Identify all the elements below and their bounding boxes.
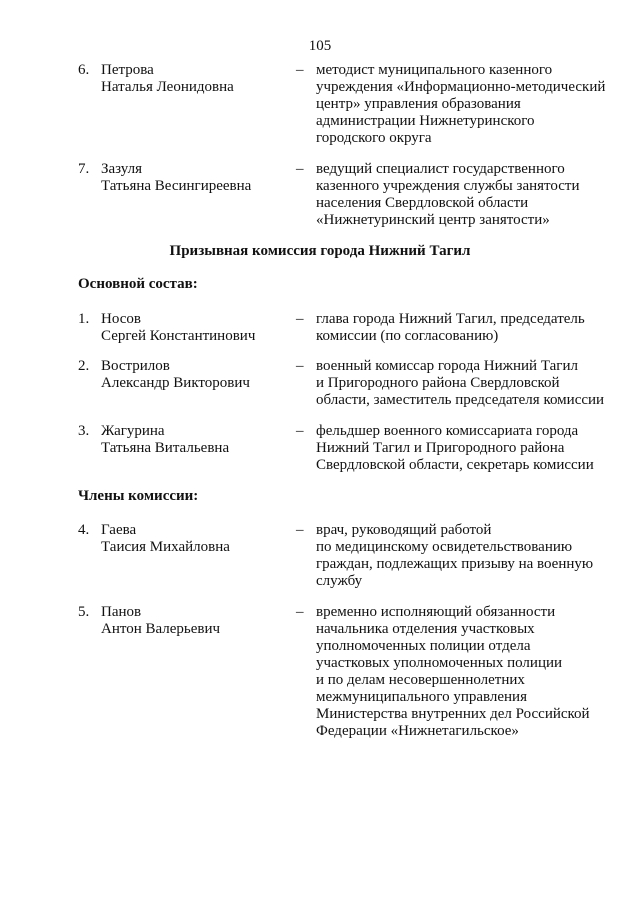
description-line: комиссии (по согласованию) (316, 328, 499, 344)
description-line: временно исполняющий обязанности (316, 604, 556, 620)
person-name (101, 604, 281, 638)
description-line: по медицинскому освидетельствованию (316, 539, 573, 555)
separator-dash: – (296, 358, 304, 374)
person-name (101, 62, 281, 96)
section-title: Призывная комиссия города Нижний Тагил (169, 243, 471, 259)
given-names: Татьяна Весингиреевна (101, 178, 252, 194)
description-line: глава города Нижний Тагил, председатель (316, 311, 585, 327)
position-description (316, 522, 616, 590)
surname: Зазуля (101, 161, 143, 177)
item-number: 2. (78, 358, 90, 374)
description-line: начальника отделения участковых (316, 621, 535, 637)
person-name (101, 423, 281, 457)
separator-dash: – (296, 161, 304, 177)
item-number: 1. (78, 311, 90, 327)
description-line: граждан, подлежащих призыву на военную (316, 556, 594, 572)
page-number: 105 (308, 38, 332, 54)
description-line: «Нижнетуринский центр занятости» (316, 212, 550, 228)
separator-dash: – (296, 522, 304, 538)
description-line: Федерации «Нижнетагильское» (316, 723, 519, 739)
description-line: Министерства внутренних дел Российской (316, 706, 590, 722)
description-line: Нижний Тагил и Пригородного района (316, 440, 565, 456)
position-description (316, 311, 616, 345)
item-number: 3. (78, 423, 90, 439)
description-line: военный комиссар города Нижний Тагил (316, 358, 578, 374)
description-line: области, заместитель председателя комиссии (316, 392, 605, 408)
separator-dash: – (296, 311, 304, 327)
position-description (316, 161, 616, 229)
given-names: Наталья Леонидовна (101, 79, 234, 95)
description-line: участковых уполномоченных полиции (316, 655, 563, 671)
description-line: администрации Нижнетуринского (316, 113, 535, 129)
person-name (101, 311, 281, 345)
given-names: Антон Валерьевич (101, 621, 221, 637)
surname: Вострилов (101, 358, 170, 374)
description-line: службу (316, 573, 363, 589)
description-line: центр» управления образования (316, 96, 521, 112)
item-number: 7. (78, 161, 90, 177)
description-line: врач, руководящий работой (316, 522, 492, 538)
description-line: и Пригородного района Свердловской (316, 375, 560, 391)
description-line: фельдшер военного комиссариата города (316, 423, 579, 439)
members-title: Члены комиссии: (78, 488, 199, 504)
description-line: методист муниципального казенного (316, 62, 553, 78)
given-names: Татьяна Витальевна (101, 440, 230, 456)
description-line: городского округа (316, 130, 432, 146)
description-line: населения Свердловской области (316, 195, 529, 211)
given-names: Сергей Константинович (101, 328, 256, 344)
surname: Гаева (101, 522, 137, 538)
separator-dash: – (296, 423, 304, 439)
surname: Петрова (101, 62, 154, 78)
separator-dash: – (296, 604, 304, 620)
item-number: 5. (78, 604, 90, 620)
surname: Носов (101, 311, 141, 327)
description-line: ведущий специалист государственного (316, 161, 565, 177)
main-composition-title: Основной состав: (78, 276, 198, 292)
person-name (101, 522, 281, 556)
item-number: 6. (78, 62, 90, 78)
person-name (101, 358, 281, 392)
description-line: учреждения «Информационно-методический (316, 79, 606, 95)
position-description (316, 358, 616, 409)
person-name (101, 161, 281, 195)
given-names: Александр Викторович (101, 375, 250, 391)
given-names: Таисия Михайловна (101, 539, 230, 555)
surname: Жагурина (101, 423, 165, 439)
position-description (316, 423, 616, 474)
separator-dash: – (296, 62, 304, 78)
position-description (316, 62, 616, 147)
description-line: и по делам несовершеннолетних (316, 672, 525, 688)
position-description (316, 604, 616, 740)
item-number: 4. (78, 522, 90, 538)
description-line: межмуниципального управления (316, 689, 527, 705)
description-line: уполномоченных полиции отдела (316, 638, 531, 654)
surname: Панов (101, 604, 142, 620)
description-line: казенного учреждения службы занятости (316, 178, 580, 194)
description-line: Свердловской области, секретарь комиссии (316, 457, 594, 473)
